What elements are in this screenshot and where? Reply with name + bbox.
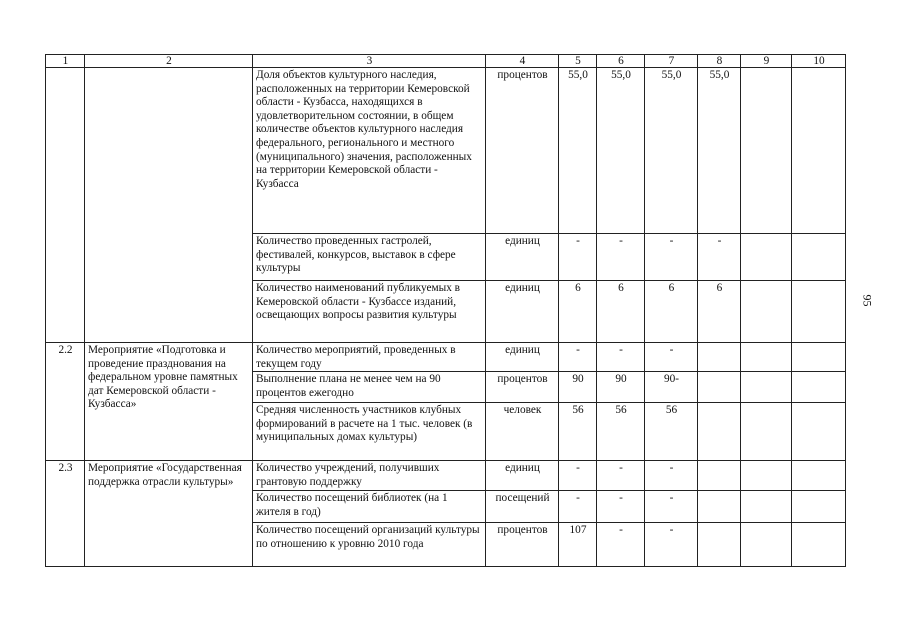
table-row (46, 68, 846, 234)
value-cell: 90- (645, 372, 698, 403)
unit-cell: единиц (486, 234, 559, 281)
value-cell: - (597, 343, 645, 372)
value-cell (792, 343, 846, 372)
value-cell: - (597, 523, 645, 567)
event-cell: Мероприятие «Подготовка и проведение празднования на федеральном уровне памятных дат Кемеровской области - Кузбасса» (85, 343, 253, 461)
header-cell: 4 (486, 55, 559, 68)
header-cell: 3 (253, 55, 486, 68)
number-cell (46, 68, 85, 343)
header-cell: 10 (792, 55, 846, 68)
value-cell (698, 372, 741, 403)
unit-cell: процентов (486, 372, 559, 403)
value-cell: - (559, 343, 597, 372)
value-cell (698, 523, 741, 567)
value-cell: 56 (597, 403, 645, 461)
header-cell: 1 (46, 55, 85, 68)
value-cell (698, 343, 741, 372)
value-cell (741, 523, 792, 567)
indicator-cell: Средняя численность участников клубных формирований в расчете на 1 тыс. человек (в муниципальных домах культуры) (253, 403, 486, 461)
value-cell (792, 403, 846, 461)
header-cell: 8 (698, 55, 741, 68)
value-cell: - (559, 461, 597, 491)
value-cell: - (559, 491, 597, 523)
value-cell (792, 461, 846, 491)
page-number: 95 (860, 294, 875, 307)
value-cell (792, 491, 846, 523)
value-cell (741, 234, 792, 281)
value-cell: 107 (559, 523, 597, 567)
header-cell: 9 (741, 55, 792, 68)
indicator-cell: Количество учреждений, получивших грантовую поддержку (253, 461, 486, 491)
value-cell: 55,0 (698, 68, 741, 234)
event-cell (85, 68, 253, 343)
unit-cell: посещений (486, 491, 559, 523)
value-cell (741, 461, 792, 491)
value-cell (741, 343, 792, 372)
indicator-cell: Доля объектов культурного наследия, расположенных на территории Кемеровской области - Кузбасса, находящихся в удовлетворительном состоянии, в общем количестве объектов культурного наследия федерального, регионального и местного (муниципального) значения, расположенных на территории Кемеровской области - Кузбасса (253, 68, 486, 234)
indicator-cell: Количество проведенных гастролей, фестивалей, конкурсов, выставок в сфере культуры (253, 234, 486, 281)
value-cell: - (698, 234, 741, 281)
value-cell: 6 (597, 281, 645, 343)
number-cell: 2.3 (46, 461, 85, 567)
unit-cell: единиц (486, 461, 559, 491)
value-cell: 90 (559, 372, 597, 403)
value-cell (792, 372, 846, 403)
indicator-cell: Количество посещений библиотек (на 1 жителя в год) (253, 491, 486, 523)
header-cell: 6 (597, 55, 645, 68)
header-row (46, 55, 846, 68)
value-cell (741, 372, 792, 403)
header-cell: 5 (559, 55, 597, 68)
value-cell (698, 461, 741, 491)
value-cell: - (645, 523, 698, 567)
value-cell: 6 (559, 281, 597, 343)
indicator-cell: Количество мероприятий, проведенных в текущем году (253, 343, 486, 372)
header-cell: 2 (85, 55, 253, 68)
indicator-cell: Количество наименований публикуемых в Кемеровской области - Кузбассе изданий, освещающих вопросы развития культуры (253, 281, 486, 343)
value-cell (792, 281, 846, 343)
value-cell (792, 523, 846, 567)
value-cell (698, 491, 741, 523)
value-cell (741, 491, 792, 523)
value-cell (792, 68, 846, 234)
value-cell: 90 (597, 372, 645, 403)
value-cell: 55,0 (645, 68, 698, 234)
value-cell: 56 (645, 403, 698, 461)
event-cell: Мероприятие «Государственная поддержка отрасли культуры» (85, 461, 253, 567)
unit-cell: процентов (486, 523, 559, 567)
program-table (45, 54, 846, 567)
value-cell: - (597, 491, 645, 523)
value-cell: - (645, 491, 698, 523)
value-cell: 55,0 (559, 68, 597, 234)
value-cell: 6 (645, 281, 698, 343)
value-cell: - (597, 461, 645, 491)
value-cell (741, 281, 792, 343)
unit-cell: человек (486, 403, 559, 461)
value-cell (792, 234, 846, 281)
unit-cell: процентов (486, 68, 559, 234)
value-cell: 56 (559, 403, 597, 461)
header-cell: 7 (645, 55, 698, 68)
value-cell: - (645, 343, 698, 372)
value-cell: - (645, 461, 698, 491)
table-row (46, 343, 846, 372)
table-row (46, 461, 846, 491)
value-cell: - (597, 234, 645, 281)
value-cell (698, 403, 741, 461)
indicator-cell: Количество посещений организаций культуры по отношению к уровню 2010 года (253, 523, 486, 567)
number-cell: 2.2 (46, 343, 85, 461)
value-cell: 6 (698, 281, 741, 343)
value-cell: 55,0 (597, 68, 645, 234)
value-cell: - (559, 234, 597, 281)
unit-cell: единиц (486, 281, 559, 343)
value-cell (741, 68, 792, 234)
unit-cell: единиц (486, 343, 559, 372)
value-cell: - (645, 234, 698, 281)
indicator-cell: Выполнение плана не менее чем на 90 процентов ежегодно (253, 372, 486, 403)
value-cell (741, 403, 792, 461)
